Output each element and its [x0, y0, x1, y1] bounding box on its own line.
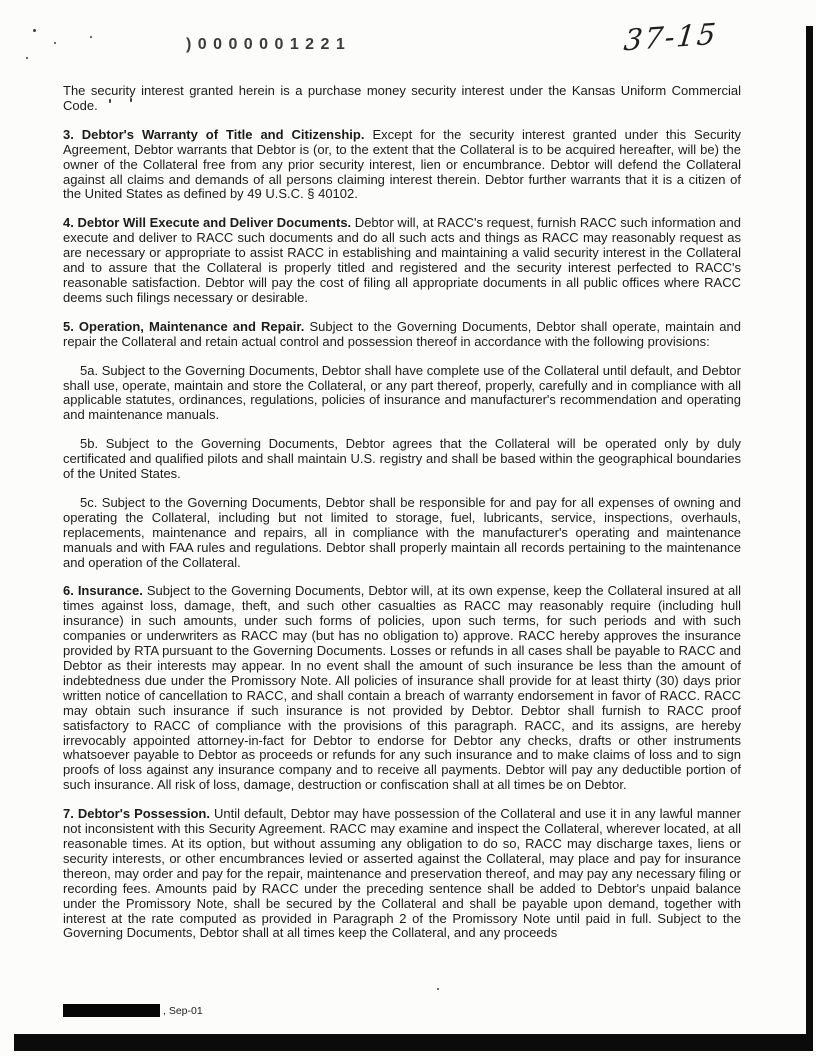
paragraph-section-5b [63, 437, 741, 482]
footer-date-code: , Sep-01 [163, 1004, 203, 1017]
section-heading: 4. Debtor Will Execute and Deliver Documents. [63, 215, 352, 231]
redaction-bar [63, 1004, 160, 1017]
paragraph-text: Except for the security interest granted under this Security Agreement, Debtor warrants that Debtor is (or, to the extent that the Collateral is to be acquired hereafter, will be) the owner of the Collateral free from any prior security interest, lien or encumbrance. Debtor will defend the Collateral against all claims and demands of all persons claiming interest therein. Debtor further warrants that it is a citizen of the United States as defined by 49 U.S.C. § 40102. [63, 126, 742, 202]
bates-stamp-number: ) 0 0 0 0 0 0 1 2 2 1 [186, 36, 346, 53]
section-heading: 5. Operation, Maintenance and Repair. [63, 318, 305, 334]
paragraph-text: Subject to the Governing Documents, Debtor will, at its own expense, keep the Collateral insured at all times against loss, damage, theft, and such other casualties as RACC may reasonably require (including hull insurance) in such amounts, under such forms of policies, upon such terms, for such periods and with such companies or underwriters as RACC may (but has no obligation to) approve. RACC hereby approves the insurance provided by RTA pursuant to the Governing Documents. Losses or refunds in all cases shall be payable to RACC and Debtor as their interests may appear. In no event shall the amount of such insurance be less than the amount of indebtedness due under the Promissory Note. All policies of insurance shall provide for at least thirty (30) days prior written notice of cancellation to RACC, and shall contain a breach of warranty endorsement in favor of RACC. RACC may obtain such insurance if such insurance is not provided by Debtor. Debtor shall furnish to RACC proof satisfactory to RACC of compliance with the provisions of this paragraph. RACC, and its assigns, are hereby irrevocably appointed attorney-in-fact for Debtor to endorse for Debtor any checks, drafts or other instruments whatsoever payable to Debtor as proceeds or refunds for any such insurance and to make claims of loss and to sign proofs of loss against any insurance company and to receive all payments. Debtor will pay any deductible portion of such insurance. All risk of loss, damage, destruction or confiscation shall at all times be on Debtor. [63, 583, 741, 793]
page-footer [63, 1004, 203, 1017]
paragraph-text: 5b. Subject to the Governing Documents, Debtor agrees that the Collateral will be operated only by duly certificated and qualified pilots and shall maintain U.S. registry and shall be based within the geographical boundaries of the United States. [63, 436, 741, 482]
scan-noise-speck [33, 29, 36, 32]
scan-noise-speck [109, 99, 111, 103]
scan-noise-speck [26, 57, 28, 59]
section-heading: 6. Insurance. [63, 583, 143, 599]
scan-edge-bottom-artifact [14, 1034, 813, 1051]
scan-noise-speck [54, 42, 56, 44]
section-heading: 7. Debtor's Possession. [63, 806, 210, 822]
paragraph-text: 5a. Subject to the Governing Documents, Debtor shall have complete use of the Collateral until default, and Debtor shall use, operate, maintain and store the Collateral, or any part thereof, properly, carefully and in compliance with all applicable statutes, ordinances, regulations, policies of insurance and manufacturer's recommendation and operating and maintenance manuals. [63, 362, 741, 423]
scan-noise-speck [437, 988, 439, 990]
paragraph-section-3 [63, 128, 741, 203]
paragraph-intro [63, 84, 741, 114]
scan-noise-speck [130, 98, 132, 102]
document-body [63, 84, 741, 955]
paragraph-text: Until default, Debtor may have possession of the Collateral and use it in any lawful manner not inconsistent with this Security Agreement. RACC may examine and inspect the Collateral, wherever located, at all reasonable times. At its option, but without assuming any obligation to do so, RACC may discharge taxes, liens or security interests, or other encumbrances levied or asserted against the Collateral, may place and pay for insurance thereon, may order and pay for the repair, maintenance and preservation thereof, and may pay any necessary filing or recording fees. Amounts paid by RACC under the preceding sentence shall be added to Debtor's unpaid balance under the Promissory Note, shall be secured by the Collateral and shall be payable upon demand, together with interest at the rate computed as provided in Paragraph 2 of the Promissory Note until paid in full. Subject to the Governing Documents, Debtor shall at all times keep the Collateral, and any proceeds [63, 806, 741, 941]
scan-edge-right-artifact [806, 26, 813, 1036]
paragraph-section-5c [63, 496, 741, 571]
section-heading: 3. Debtor's Warranty of Title and Citizenship. [63, 126, 365, 142]
paragraph-text: 5c. Subject to the Governing Documents, Debtor shall be responsible for and pay for all expenses of owning and operating the Collateral, including but not limited to storage, fuel, lubricants, service, inspections, overhauls, replacements, maintenance and repairs, all in compliance with the manufacturer's operating and maintenance manuals and with FAA rules and regulations. Debtor shall properly maintain all records pertaining to the maintenance and operation of the Collateral. [63, 494, 741, 570]
paragraph-text: Debtor will, at RACC's request, furnish RACC such information and execute and deliver to RACC such documents and do all such acts and things as RACC may reasonably request as are necessary or appropriate to assist RACC in establishing and maintaining a valid security interest in the Collateral and to assure that the Collateral is properly titled and registered and the security interest perfected to RACC's reasonable satisfaction. Debtor will pay the cost of filing all appropriate documents in all public offices where RACC deems such filings necessary or desirable. [63, 215, 741, 305]
paragraph-text: Subject to the Governing Documents, Debtor shall operate, maintain and repair the Collateral and retain actual control and possession thereof in accordance with the following provisions: [63, 318, 741, 349]
paragraph-section-5 [63, 320, 741, 350]
paragraph-section-4 [63, 216, 741, 305]
handwritten-page-number: 37-15 [622, 16, 720, 58]
paragraph-section-7 [63, 807, 741, 941]
paragraph-section-6 [63, 584, 741, 793]
paragraph-section-5a [63, 364, 741, 424]
scan-noise-speck [90, 36, 92, 38]
paragraph-text: The security interest granted herein is a purchase money security interest under the Kansas Uniform Commercial Code. [63, 83, 741, 113]
